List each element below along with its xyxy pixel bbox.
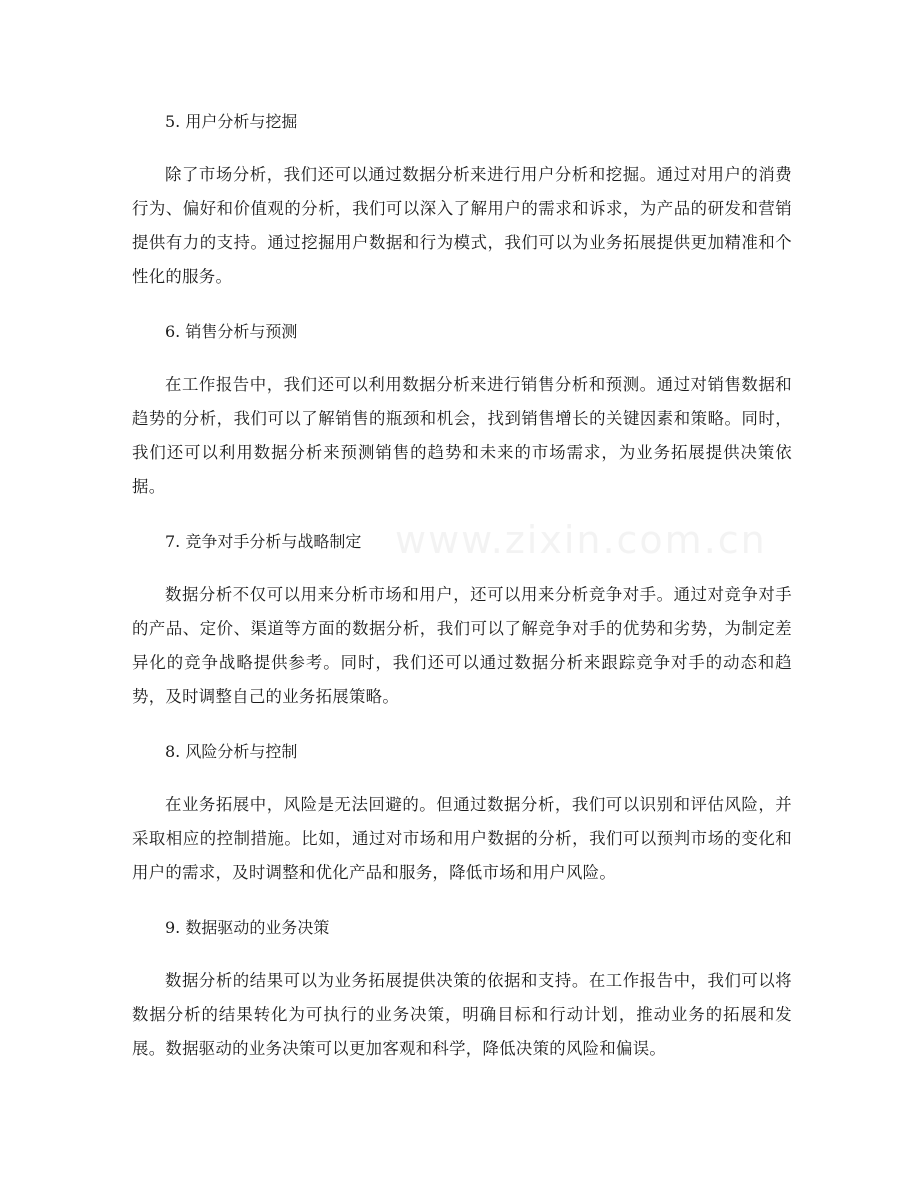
section-heading: 8. 风险分析与控制 bbox=[165, 742, 298, 761]
section-risk-analysis bbox=[132, 734, 792, 890]
watermark: www.zixin.com.cn bbox=[395, 518, 767, 562]
section-paragraph: 在工作报告中，我们还可以利用数据分析来进行销售分析和预测。通过对销售数据和趋势的分析，我们可以了解销售的瓶颈和机会，找到销售增长的关键因素和策略。同时，我们还可以利用数据分析来预测销售的趋势和未来的市场需求，为业务拓展提供决策依据。 bbox=[132, 375, 792, 496]
section-sales-analysis bbox=[132, 314, 792, 504]
section-heading: 9. 数据驱动的业务决策 bbox=[165, 918, 330, 937]
section-competitor-analysis bbox=[132, 524, 792, 714]
section-paragraph: 除了市场分析，我们还可以通过数据分析来进行用户分析和挖掘。通过对用户的消费行为、偏好和价值观的分析，我们可以深入了解用户的需求和诉求，为产品的研发和营销提供有力的支持。通过挖掘用户数据和行为模式，我们可以为业务拓展提供更加精准和个性化的服务。 bbox=[132, 165, 792, 286]
section-data-driven-decision bbox=[132, 910, 792, 1066]
section-heading: 5. 用户分析与挖掘 bbox=[165, 112, 298, 131]
section-paragraph: 数据分析不仅可以用来分析市场和用户，还可以用来分析竞争对手。通过对竞争对手的产品、定价、渠道等方面的数据分析，我们可以了解竞争对手的优势和劣势，为制定差异化的竞争战略提供参考。同时，我们还可以通过数据分析来跟踪竞争对手的动态和趋势，及时调整自己的业务拓展策略。 bbox=[132, 585, 792, 706]
section-paragraph: 在业务拓展中，风险是无法回避的。但通过数据分析，我们可以识别和评估风险，并采取相应的控制措施。比如，通过对市场和用户数据的分析，我们可以预判市场的变化和用户的需求，及时调整和优化产品和服务，降低市场和用户风险。 bbox=[132, 795, 792, 882]
section-heading: 6. 销售分析与预测 bbox=[165, 322, 298, 341]
document-body bbox=[132, 104, 792, 1086]
section-heading: 7. 竞争对手分析与战略制定 bbox=[165, 532, 362, 551]
section-user-analysis bbox=[132, 104, 792, 294]
section-paragraph: 数据分析的结果可以为业务拓展提供决策的依据和支持。在工作报告中，我们可以将数据分析的结果转化为可执行的业务决策，明确目标和行动计划，推动业务的拓展和发展。数据驱动的业务决策可以更加客观和科学，降低决策的风险和偏误。 bbox=[132, 971, 792, 1058]
